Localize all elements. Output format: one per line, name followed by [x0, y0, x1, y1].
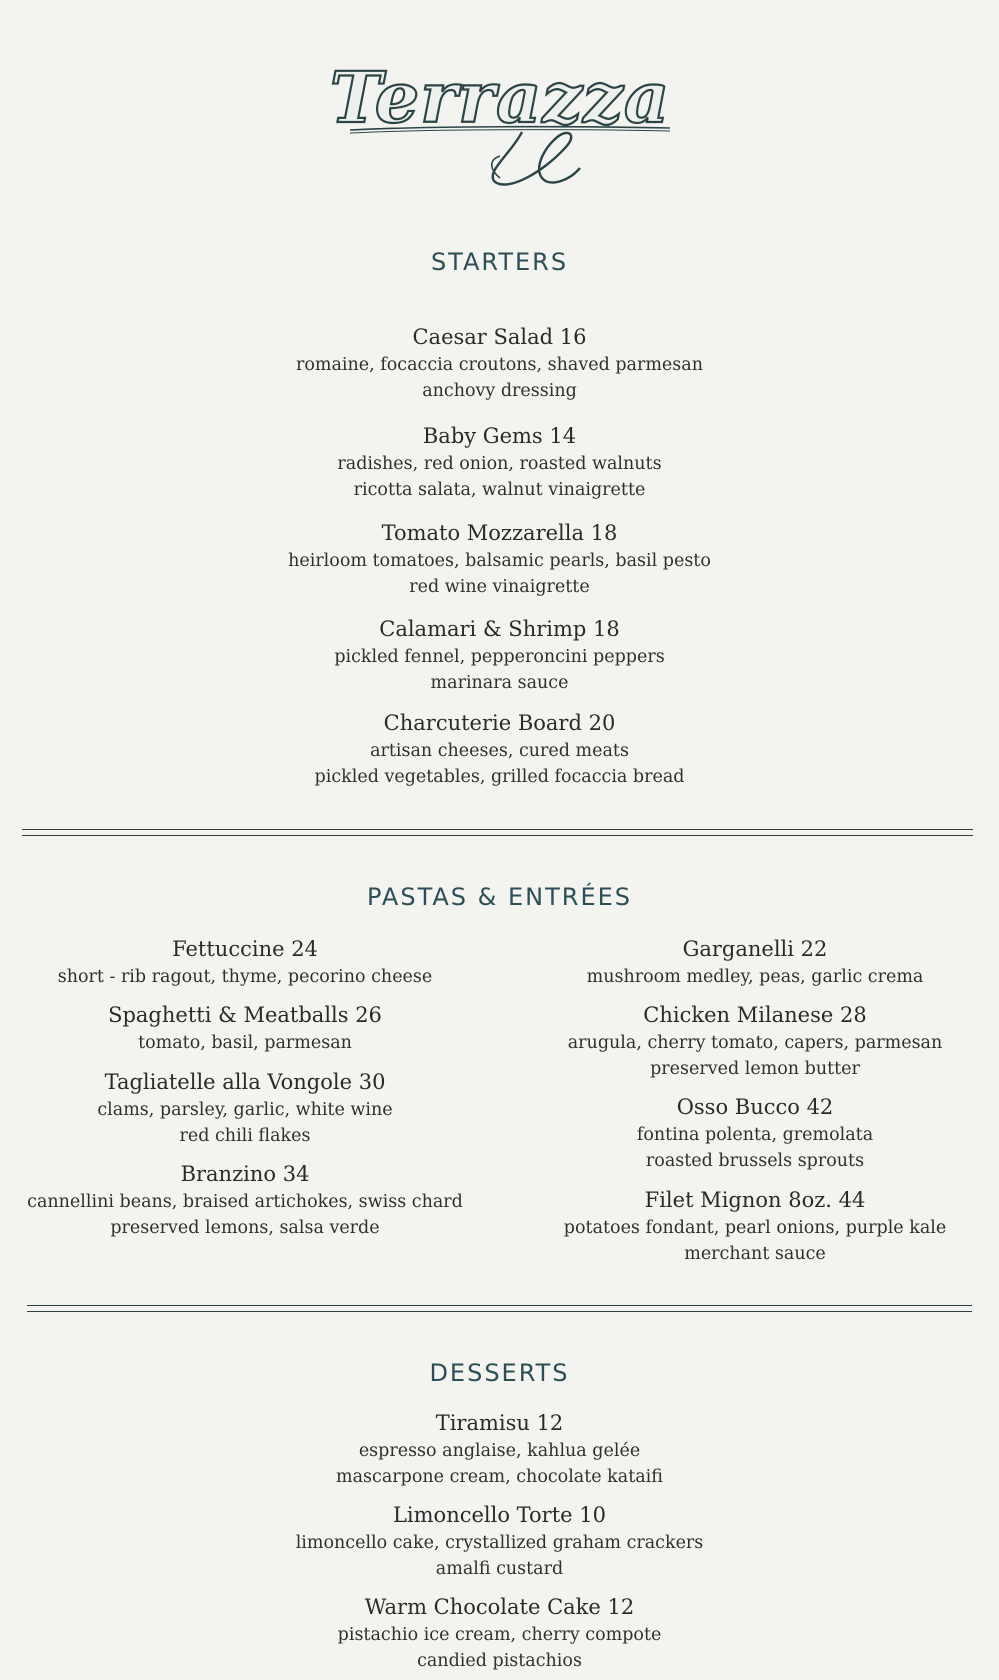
- menu-item-tiramisu: [0, 1408, 999, 1490]
- item-name: Fettuccine 24: [172, 937, 318, 961]
- item-desc: tomato, basil, parmesan: [138, 1033, 352, 1053]
- menu-item-calamari-shrimp: [0, 614, 999, 696]
- menu-item-tagliatelle: [0, 1067, 490, 1149]
- menu-item-filet-mignon: [510, 1185, 999, 1267]
- menu-item-spaghetti-meatballs: [0, 1000, 490, 1056]
- item-desc: short - rib ragout, thyme, pecorino cheese: [57, 967, 433, 987]
- section-title-desserts: DESSERTS: [429, 1359, 570, 1387]
- menu-item-branzino: [0, 1159, 490, 1241]
- item-name: Filet Mignon 8oz. 44: [644, 1188, 866, 1212]
- svg-text:Terrazza: Terrazza: [329, 60, 670, 139]
- item-desc: heirloom tomatoes, balsamic pearls, basil pesto: [288, 551, 711, 571]
- item-desc: red wine vinaigrette: [409, 577, 590, 597]
- item-desc: pickled fennel, pepperoncini peppers: [334, 647, 665, 667]
- item-name: Warm Chocolate Cake 12: [364, 1595, 635, 1619]
- item-name: Charcuterie Board 20: [383, 711, 616, 735]
- menu-item-osso-bucco: [510, 1092, 999, 1174]
- menu-item-chicken-milanese: [510, 1000, 999, 1082]
- item-desc: merchant sauce: [684, 1244, 826, 1264]
- item-desc: artisan cheeses, cured meats: [370, 741, 629, 761]
- item-desc: cannellini beans, braised artichokes, swiss chard: [27, 1192, 463, 1212]
- section-divider: [22, 829, 973, 836]
- item-name: Calamari & Shrimp 18: [379, 617, 620, 641]
- item-desc: potatoes fondant, pearl onions, purple kale: [563, 1218, 947, 1238]
- terrazza-logo: [0, 60, 999, 210]
- item-desc: candied pistachios: [417, 1651, 582, 1671]
- menu-item-tomato-mozzarella: [0, 518, 999, 600]
- item-name: Tomato Mozzarella 18: [381, 521, 618, 545]
- item-name: Limoncello Torte 10: [392, 1503, 606, 1527]
- item-name: Branzino 34: [180, 1162, 310, 1186]
- item-name: Tiramisu 12: [435, 1411, 564, 1435]
- item-desc: mushroom medley, peas, garlic crema: [586, 967, 924, 987]
- item-name: Chicken Milanese 28: [643, 1003, 867, 1027]
- item-desc: anchovy dressing: [422, 381, 577, 401]
- menu-item-baby-gems: [0, 421, 999, 503]
- item-name: Caesar Salad 16: [412, 325, 587, 349]
- item-name: Spaghetti & Meatballs 26: [108, 1003, 382, 1027]
- item-desc: preserved lemons, salsa verde: [110, 1218, 380, 1238]
- menu-item-warm-chocolate-cake: [0, 1592, 999, 1674]
- item-desc: red chili flakes: [179, 1126, 311, 1146]
- item-name: Osso Bucco 42: [676, 1095, 834, 1119]
- menu-item-caesar-salad: [0, 322, 999, 404]
- item-desc: ricotta salata, walnut vinaigrette: [353, 480, 646, 500]
- item-desc: limoncello cake, crystallized graham crackers: [295, 1533, 704, 1553]
- item-desc: preserved lemon butter: [650, 1059, 860, 1079]
- item-desc: clams, parsley, garlic, white wine: [97, 1100, 393, 1120]
- item-name: Garganelli 22: [682, 937, 828, 961]
- item-name: Baby Gems 14: [422, 424, 577, 448]
- menu-item-fettuccine: [0, 934, 490, 990]
- terrazza-logo-icon: [310, 60, 690, 210]
- item-desc: radishes, red onion, roasted walnuts: [337, 454, 662, 474]
- item-name: Tagliatelle alla Vongole 30: [104, 1070, 386, 1094]
- item-desc: fontina polenta, gremolata: [636, 1125, 874, 1145]
- item-desc: romaine, focaccia croutons, shaved parmesan: [296, 355, 703, 375]
- section-divider: [27, 1305, 972, 1312]
- item-desc: pickled vegetables, grilled focaccia bread: [314, 767, 685, 787]
- item-desc: marinara sauce: [430, 673, 569, 693]
- item-desc: espresso anglaise, kahlua gelée: [358, 1441, 641, 1461]
- section-title-pastas-entrees: PASTAS & ENTRÉES: [366, 883, 633, 911]
- menu-item-limoncello-torte: [0, 1500, 999, 1582]
- item-desc: pistachio ice cream, cherry compote: [337, 1625, 662, 1645]
- item-desc: roasted brussels sprouts: [645, 1151, 865, 1171]
- menu-item-garganelli: [510, 934, 999, 990]
- item-desc: mascarpone cream, chocolate kataifi: [336, 1467, 663, 1487]
- section-title-starters: STARTERS: [430, 248, 569, 276]
- item-desc: arugula, cherry tomato, capers, parmesan: [567, 1033, 943, 1053]
- item-desc: amalfi custard: [435, 1559, 564, 1579]
- menu-item-charcuterie-board: [0, 708, 999, 790]
